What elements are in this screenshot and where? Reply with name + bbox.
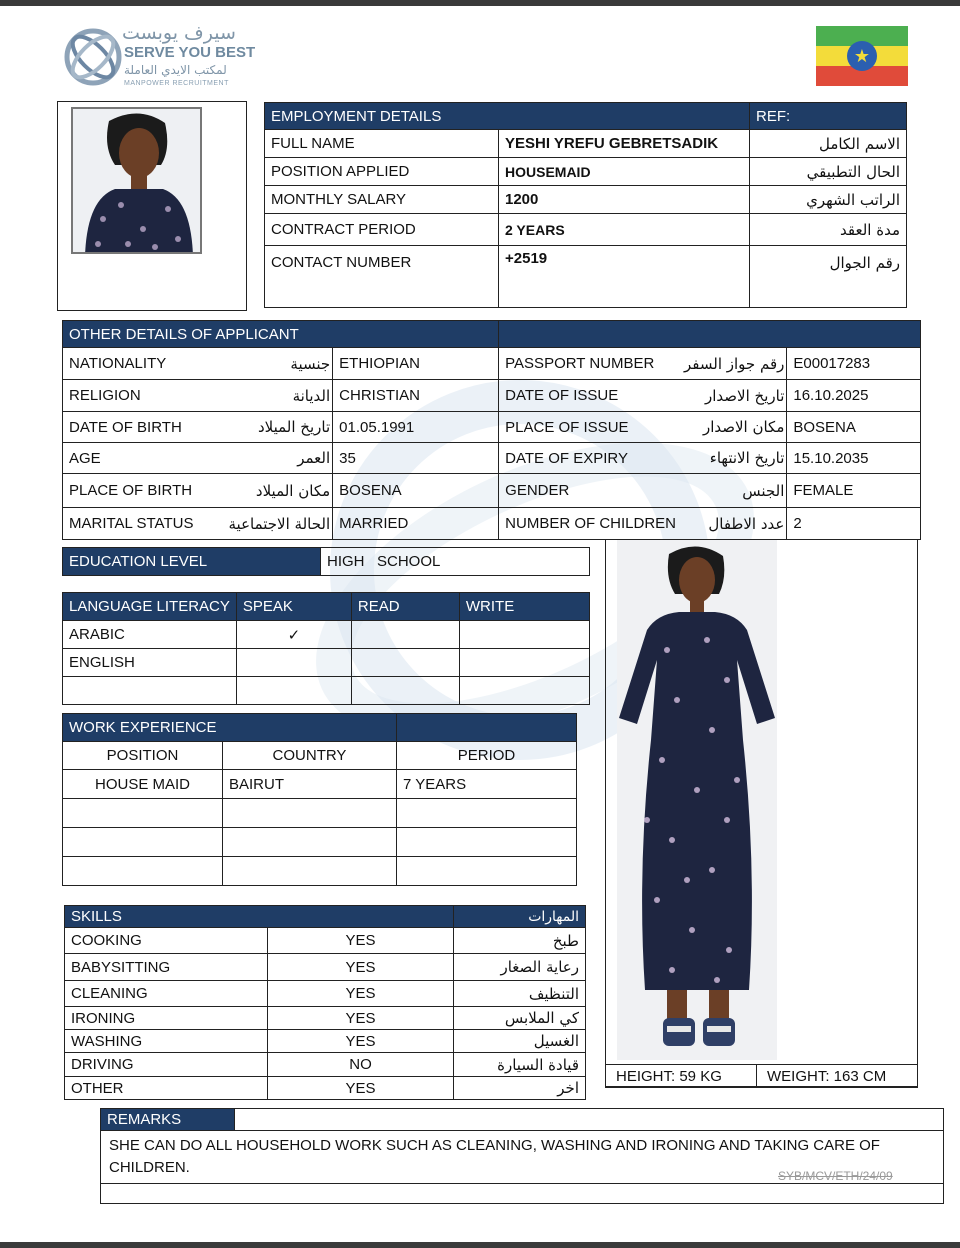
arabic-speak-check: ✓ [236,621,351,649]
age-label: AGE [63,443,227,474]
passport-number-label: PASSPORT NUMBER [499,348,682,380]
work-position-3 [63,828,223,857]
work-position-1: HOUSE MAID [63,770,223,799]
work-period-3 [397,828,577,857]
passport-number-value: E00017283 [787,348,921,380]
work-experience-header-right [397,714,577,742]
date-of-birth-label: DATE OF BIRTH [63,412,227,443]
height-label: HEIGHT: 59 KG [606,1065,757,1088]
date-of-birth-arabic: تاريخ الميلاد [227,412,333,443]
skill-ironing: IRONING [65,1007,268,1030]
work-period-2 [397,799,577,828]
children-label: NUMBER OF CHILDREN [499,508,682,540]
empty-read [351,677,459,705]
period-col-header: PERIOD [397,742,577,770]
date-of-issue-value: 16.10.2025 [787,380,921,412]
place-of-issue-label: PLACE OF ISSUE [499,412,682,443]
remarks-table [100,1108,944,1204]
religion-arabic: الديانة [227,380,333,412]
children-arabic: عدد الاطفال [682,508,787,540]
education-table [62,547,590,576]
full-name-value: YESHI YREFU GEBRETSADIK [499,130,750,158]
other-details-table [62,320,921,540]
work-experience-table [62,713,577,886]
read-header: READ [351,593,459,621]
skills-header: SKILLS [65,906,454,928]
work-country-1: BAIRUT [223,770,397,799]
skill-babysitting-value: YES [268,954,454,981]
gender-value: FEMALE [787,474,921,508]
language-english: ENGLISH [63,649,237,677]
skills-table [64,905,586,1100]
language-table [62,592,590,705]
remarks-line-1: SHE CAN DO ALL HOUSEHOLD WORK SUCH AS CLEANING, WASHING AND IRONING AND TAKING CARE OF [109,1137,880,1154]
document-code: SYB/MCV/ETH/24/09 [778,1169,893,1183]
marital-status-value: MARRIED [333,508,499,540]
passport-photo [71,107,202,254]
ethiopia-flag-icon: ★ [816,26,908,86]
logo-tagline: MANPOWER RECRUITMENT [124,80,229,87]
skill-cooking-arabic: طبخ [454,928,586,954]
arabic-read [351,621,459,649]
marital-status-arabic: الحالة الاجتماعية [227,508,333,540]
skill-babysitting: BABYSITTING [65,954,268,981]
remarks-footer-row [101,1184,944,1204]
position-applied-value: HOUSEMAID [499,158,750,186]
top-border [0,0,960,6]
full-name-arabic: الاسم الكامل [750,130,907,158]
religion-label: RELIGION [63,380,227,412]
skill-driving-value: NO [268,1053,454,1077]
arabic-write [459,621,589,649]
nationality-label: NATIONALITY [63,348,227,380]
gender-label: GENDER [499,474,682,508]
skill-other-arabic: اخر [454,1077,586,1100]
place-of-birth-label: PLACE OF BIRTH [63,474,227,508]
remarks-header: REMARKS [101,1109,235,1131]
monthly-salary-arabic: الراتب الشهري [750,186,907,214]
full-name-label: FULL NAME [265,130,499,158]
date-of-issue-arabic: تاريخ الاصدار [682,380,787,412]
place-of-birth-arabic: مكان الميلاد [227,474,333,508]
work-position-4 [63,857,223,886]
work-period-1: 7 YEARS [397,770,577,799]
position-col-header: POSITION [63,742,223,770]
religion-value: CHRISTIAN [333,380,499,412]
skill-driving-arabic: قيادة السيارة [454,1053,586,1077]
marital-status-label: MARITAL STATUS [63,508,227,540]
skill-other-value: YES [268,1077,454,1100]
skill-cooking: COOKING [65,928,268,954]
skill-washing-value: YES [268,1030,454,1053]
position-applied-arabic: الحال التطبيقي [750,158,907,186]
skill-ironing-value: YES [268,1007,454,1030]
employment-details-table [264,102,907,308]
nationality-arabic: جنسية [227,348,333,380]
contract-period-value: 2 YEARS [499,214,750,246]
english-write [459,649,589,677]
measurements-table [605,1064,918,1088]
language-empty [63,677,237,705]
work-position-2 [63,799,223,828]
age-value: 35 [333,443,499,474]
skill-ironing-arabic: كي الملابس [454,1007,586,1030]
contact-number-value: +2519 [499,246,750,308]
monthly-salary-label: MONTHLY SALARY [265,186,499,214]
logo-arabic-subtitle: لمكتب الايدي العاملة [124,63,227,77]
skill-babysitting-arabic: رعاية الصغار [454,954,586,981]
remarks-header-right [235,1109,944,1131]
date-of-expiry-arabic: تاريخ الانتهاء [682,443,787,474]
contact-number-arabic: رقم الجوال [750,246,907,308]
work-country-4 [223,857,397,886]
skill-cleaning: CLEANING [65,981,268,1007]
work-period-4 [397,857,577,886]
place-of-birth-value: BOSENA [333,474,499,508]
speak-header: SPEAK [236,593,351,621]
monthly-salary-value: 1200 [499,186,750,214]
contact-number-label: CONTACT NUMBER [265,246,499,308]
ref-label: REF: [750,103,907,130]
work-country-2 [223,799,397,828]
country-col-header: COUNTRY [223,742,397,770]
children-value: 2 [787,508,921,540]
age-arabic: العمر [227,443,333,474]
skill-washing: WASHING [65,1030,268,1053]
other-details-header: OTHER DETAILS OF APPLICANT [63,321,499,348]
position-applied-label: POSITION APPLIED [265,158,499,186]
contract-period-label: CONTRACT PERIOD [265,214,499,246]
work-country-3 [223,828,397,857]
place-of-issue-arabic: مكان الاصدار [682,412,787,443]
skill-washing-arabic: الغسيل [454,1030,586,1053]
language-arabic: ARABIC [63,621,237,649]
place-of-issue-value: BOSENA [787,412,921,443]
empty-write [459,677,589,705]
work-experience-header: WORK EXPERIENCE [63,714,397,742]
gender-arabic: الجنس [682,474,787,508]
nationality-value: ETHIOPIAN [333,348,499,380]
logo-english-name: SERVE YOU BEST [124,44,256,61]
date-of-birth-value: 01.05.1991 [333,412,499,443]
skill-cleaning-arabic: التنظيف [454,981,586,1007]
employment-details-header: EMPLOYMENT DETAILS [265,103,750,130]
education-level-value: HIGH SCHOOL [321,548,590,576]
english-speak [236,649,351,677]
passport-number-arabic: رقم جواز السفر [682,348,787,380]
logo-arabic-name: سيرف يوبست [122,22,236,44]
education-level-label: EDUCATION LEVEL [63,548,321,576]
skills-header-arabic: المهارات [454,906,586,928]
skill-driving: DRIVING [65,1053,268,1077]
skill-cleaning-value: YES [268,981,454,1007]
full-length-photo [617,540,777,1060]
skill-cooking-value: YES [268,928,454,954]
date-of-expiry-label: DATE OF EXPIRY [499,443,682,474]
contract-period-arabic: مدة العقد [750,214,907,246]
date-of-expiry-value: 15.10.2035 [787,443,921,474]
english-read [351,649,459,677]
skill-other: OTHER [65,1077,268,1100]
company-logo-icon [62,26,124,88]
empty-speak [236,677,351,705]
language-header: LANGUAGE LITERACY [63,593,237,621]
date-of-issue-label: DATE OF ISSUE [499,380,682,412]
weight-label: WEIGHT: 163 CM [757,1065,918,1088]
bottom-border [0,1242,960,1248]
remarks-line-2: CHILDREN. [109,1159,190,1176]
write-header: WRITE [459,593,589,621]
other-details-header-right [499,321,921,348]
